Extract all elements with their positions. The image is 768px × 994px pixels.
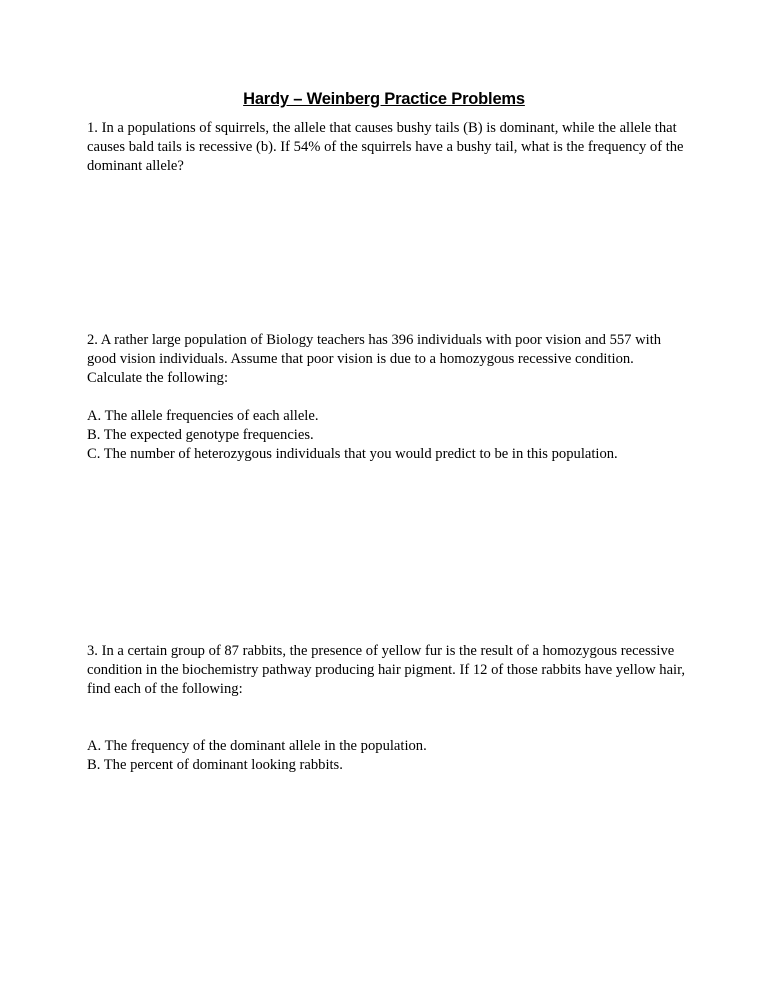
problem-2-item-c: C. The number of heterozygous individuals that you would predict to be in this population.: [87, 446, 618, 462]
problem-3-item-b: B. The percent of dominant looking rabbits.: [87, 757, 343, 773]
problem-1-text: 1. In a populations of squirrels, the allele that causes bushy tails (B) is dominant, while the allele that causes bald tails is recessive (b). If 54% of the squirrels have a bushy tail, what is the frequency of the dominant allele?: [87, 120, 684, 174]
page-title: Hardy – Weinberg Practice Problems: [243, 90, 525, 108]
problem-2-item-a: A. The allele frequencies of each allele.: [87, 408, 319, 424]
problem-2-text: 2. A rather large population of Biology teachers has 396 individuals with poor vision and 557 with good vision individuals. Assume that poor vision is due to a homozygous recessive condition. Calculate the following:: [87, 332, 662, 386]
problem-2: [87, 331, 687, 464]
problem-2-item-b: B. The expected genotype frequencies.: [87, 427, 314, 443]
problem-3-text: 3. In a certain group of 87 rabbits, the presence of yellow fur is the result of a homozygous recessive condition in the biochemistry pathway producing hair pigment. If 12 of those rabbits have yellow hair, find each of the following:: [87, 643, 686, 697]
problem-3-item-a: A. The frequency of the dominant allele in the population.: [87, 738, 427, 754]
problem-3: [87, 642, 687, 775]
problem-1: [87, 119, 687, 176]
